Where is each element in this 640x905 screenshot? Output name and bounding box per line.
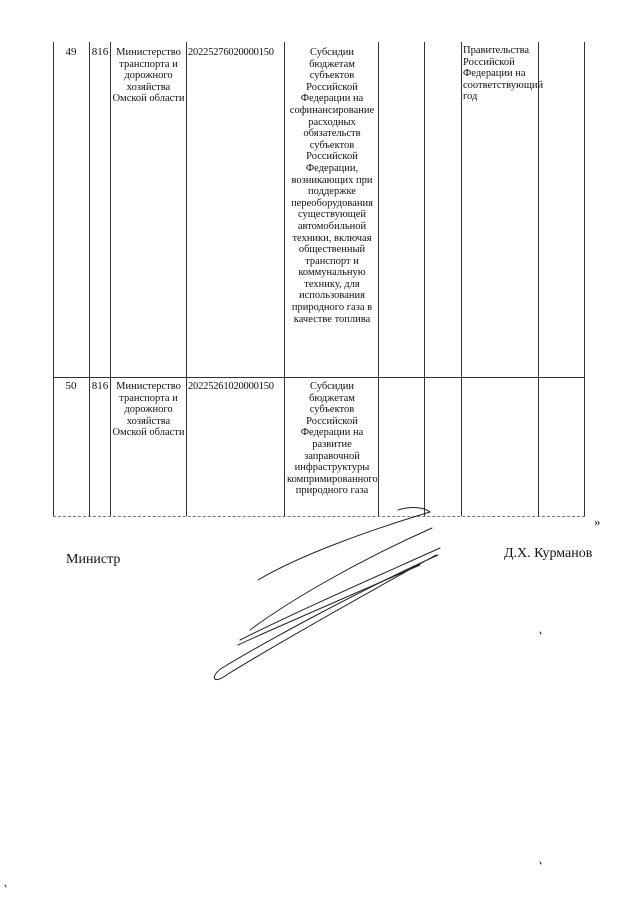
row-org: Министерство транспорта и дорожного хозяйства Омской области [112, 381, 185, 439]
row-note: Правительства Российской Федерации на соответствующий год [463, 45, 544, 103]
row-code: 816 [91, 380, 109, 392]
signer-title: Министр [66, 552, 121, 567]
row-code: 816 [91, 46, 109, 58]
row-number: 49 [65, 46, 77, 58]
row-number: 50 [65, 380, 77, 392]
row-kbk: 20225276020000150 [188, 47, 274, 58]
signer-name: Д.Х. Курманов [504, 546, 593, 561]
row-org: Министерство транспорта и дорожного хозяйства Омской области [112, 47, 185, 105]
closing-quote: » [594, 514, 601, 529]
row-name: Субсидии бюджетам субъектов Российской Федерации на софинансирование расходных обязательств субъектов Российской Федерации, возникающих при поддержке переоборудования существующей автомобильной техники, включая общественный транспорт и коммунальную технику, для использования природного газа в качестве топлива [289, 47, 375, 325]
row-kbk: 20225261020000150 [188, 381, 274, 392]
row-name: Субсидии бюджетам субъектов Российской Федерации на развитие заправочной инфраструктуры компримированного природного газа [287, 381, 378, 497]
